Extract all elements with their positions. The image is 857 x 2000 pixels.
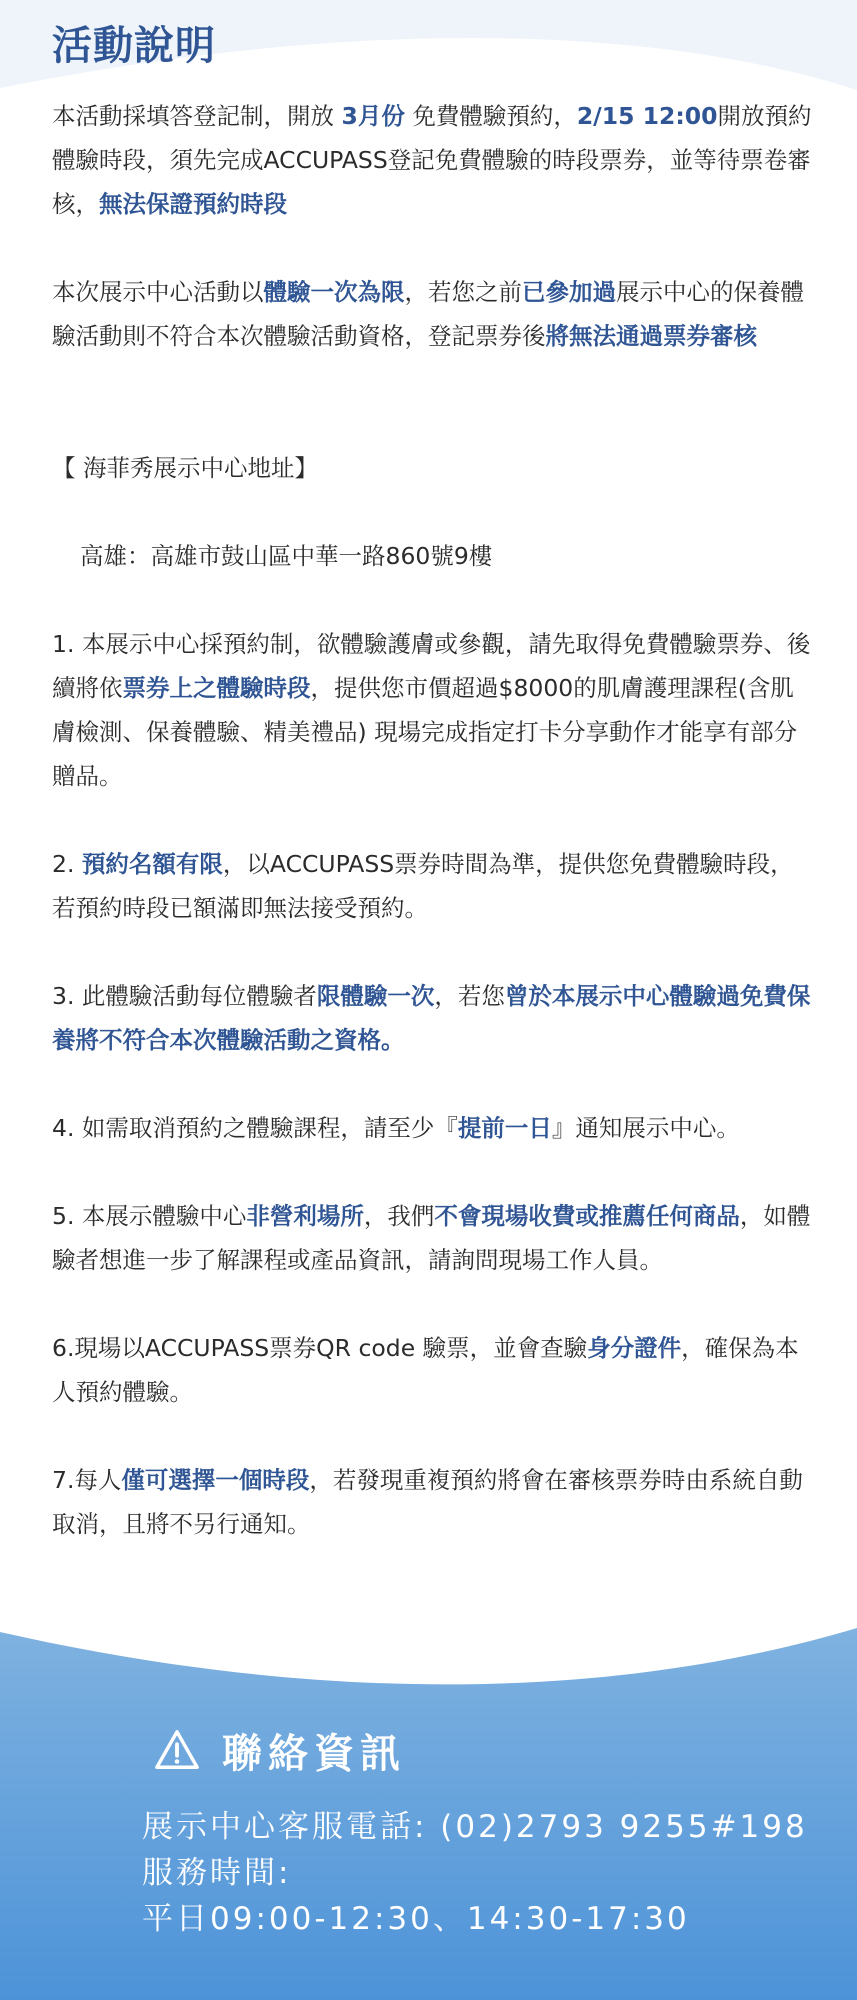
text-segment: 2. (52, 850, 82, 878)
text-segment: ，提供您市價超過$8000的肌膚護理課程(含肌膚檢測、保養體驗、精美禮品) 現場完成指定打卡分享動作才能享有部分贈品。 (52, 674, 798, 790)
rule-item-7 (52, 1458, 812, 1546)
highlight-fail-review: 將無法通過票券審核 (545, 322, 757, 350)
text-segment: ，若您 (434, 982, 505, 1010)
highlight-id-document: 身分證件 (587, 1334, 682, 1362)
text-segment: 5. 本展示體驗中心 (52, 1202, 247, 1230)
page-title: 活動說明 (52, 23, 216, 69)
highlight-one-day-ahead: 提前一日 (457, 1114, 552, 1142)
service-hours: 平日09:00-12:30、14:30-17:30 (142, 1901, 690, 1937)
highlight-open-time: 2/15 12:00 (576, 102, 718, 130)
text-segment: 免費體驗預約， (404, 102, 577, 130)
contact-heading (142, 1720, 808, 1780)
text-segment: ，以ACCUPASS票券時間為準，提供您免費體驗時段，若預約時段已額滿即無法接受預約。 (52, 850, 794, 922)
text-segment: ，我們 (363, 1202, 435, 1230)
text-segment: ，如體驗者想進一步了解課程或產品資訊，請詢問現場工作人員。 (52, 1202, 811, 1274)
address-line: 高雄：高雄市鼓山區中華一路860號9樓 (80, 542, 493, 570)
intro-paragraph (52, 94, 812, 226)
highlight-no-guarantee: 無法保證預約時段 (99, 190, 287, 218)
text-segment: 7.每人 (52, 1466, 122, 1494)
highlight-ineligible: 曾於本展示中心體驗過免費保養將不符合本次體驗活動之資格。 (52, 982, 811, 1054)
highlight-participated: 已參加過 (522, 278, 616, 306)
rule-item-6 (52, 1326, 812, 1414)
eligibility-paragraph (52, 270, 812, 358)
text-segment: ，若您之前 (404, 278, 522, 306)
highlight-limited-quota: 預約名額有限 (81, 850, 223, 878)
contact-section (142, 1720, 808, 1942)
text-segment: 』通知展示中心。 (551, 1114, 740, 1142)
text-segment: ，確保為本人預約體驗。 (52, 1334, 799, 1406)
highlight-once-only: 體驗一次為限 (263, 278, 405, 306)
rule-item-2 (52, 842, 812, 930)
rule-item-3 (52, 974, 812, 1062)
contact-phone: 展示中心客服電話: (02)2793 9255#198 (142, 1809, 808, 1845)
highlight-no-sales: 不會現場收費或推薦任何商品 (434, 1202, 740, 1230)
warning-icon (154, 1727, 200, 1773)
rule-item-1 (52, 622, 812, 798)
address-header: 【 海菲秀展示中心地址】 (52, 454, 318, 482)
text-segment: 本活動採填答登記制，開放 (52, 102, 342, 130)
text-segment: 本次展示中心活動以 (52, 278, 264, 306)
text-segment: 展示中心的保養體驗活動則不符合本次體驗活動資格，登記票券後 (52, 278, 804, 350)
text-segment: 1. 本展示中心採預約制，欲體驗護膚或參觀，請先取得免費體驗票券、後續將依 (52, 630, 811, 702)
text-segment: 6.現場以ACCUPASS票券QR code 驗票，並會查驗 (52, 1334, 588, 1362)
highlight-non-profit: 非營利場所 (246, 1202, 364, 1230)
contact-title: 聯絡資訊 (222, 1730, 406, 1777)
rule-item-5 (52, 1194, 812, 1282)
text-segment: 3. 此體驗活動每位體驗者 (52, 982, 317, 1010)
highlight-one-slot: 僅可選擇一個時段 (121, 1466, 310, 1494)
highlight-ticket-time: 票券上之體驗時段 (122, 674, 311, 702)
rule-item-4 (52, 1106, 812, 1150)
text-segment: 4. 如需取消預約之體驗課程，請至少『 (52, 1114, 458, 1142)
highlight-month: 3月份 (341, 102, 405, 130)
text-segment: ，若發現重複預約將會在審核票券時由系統自動取消，且將不另行通知。 (52, 1466, 803, 1538)
service-hours-label: 服務時間: (142, 1855, 292, 1891)
content-body (52, 94, 812, 1590)
text-segment: 開放預約體驗時段，須先完成ACCUPASS登記免費體驗的時段票券，並等待票卷審核， (52, 102, 812, 218)
highlight-once-limit: 限體驗一次 (316, 982, 435, 1010)
